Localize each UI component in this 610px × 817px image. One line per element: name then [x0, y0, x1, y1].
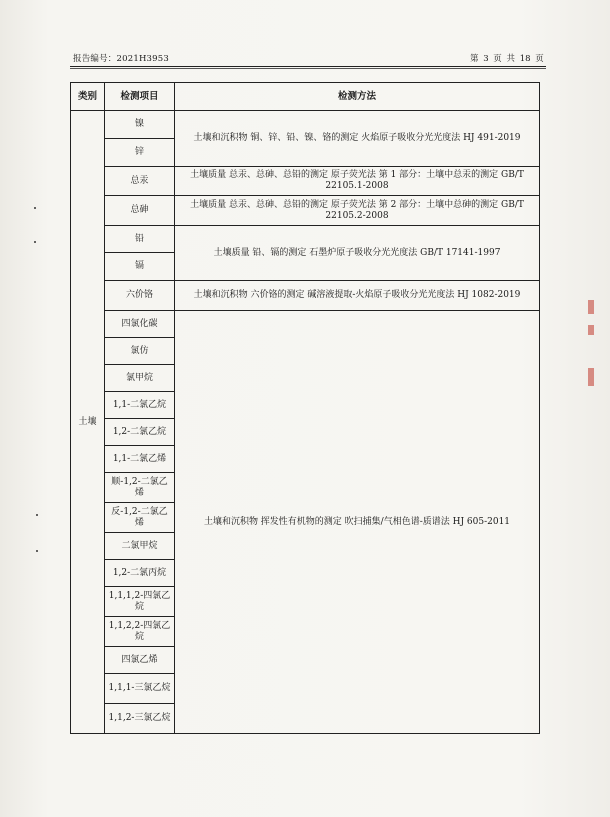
item-cell: 六价铬	[105, 281, 175, 311]
table-row	[71, 111, 540, 139]
table-row	[71, 281, 540, 311]
item-cell: 锌	[105, 139, 175, 167]
item-cell: 1,2-二氯乙烷	[105, 419, 175, 446]
stamp-edge-mark	[588, 325, 594, 335]
header-rule	[70, 66, 546, 67]
table-row	[71, 196, 540, 226]
item-cell: 二氯甲烷	[105, 533, 175, 560]
method-cell: 土壤和沉积物 挥发性有机物的测定 吹扫捕集/气相色谱-质谱法 HJ 605-2011	[175, 311, 540, 734]
item-cell: 反-1,2-二氯乙烯	[105, 503, 175, 533]
item-cell: 铅	[105, 226, 175, 253]
method-cell: 土壤和沉积物 铜、锌、铅、镍、铬的测定 火焰原子吸收分光光度法 HJ 491-2019	[175, 111, 540, 167]
table-header-row	[71, 83, 540, 111]
method-cell: 土壤质量 总汞、总砷、总铅的测定 原子荧光法 第 2 部分：土壤中总砷的测定 GB/T 22105.2-2008	[175, 196, 540, 226]
method-table	[70, 82, 540, 734]
header-method: 检测方法	[175, 83, 540, 111]
item-cell: 1,2-二氯丙烷	[105, 560, 175, 587]
table-row	[71, 226, 540, 253]
table-row	[71, 311, 540, 338]
header-category: 类别	[71, 83, 105, 111]
item-cell: 总汞	[105, 167, 175, 196]
item-cell: 顺-1,2-二氯乙烯	[105, 473, 175, 503]
stamp-edge-mark	[588, 300, 594, 314]
item-cell: 1,1,1-三氯乙烷	[105, 674, 175, 704]
item-cell: 1,1,2,2-四氯乙烷	[105, 617, 175, 647]
scan-speck	[36, 514, 38, 516]
method-cell: 土壤和沉积物 六价铬的测定 碱溶液提取-火焰原子吸收分光光度法 HJ 1082-2019	[175, 281, 540, 311]
item-cell: 镉	[105, 253, 175, 281]
page-info: 第 3 页 共 18 页	[470, 54, 544, 64]
scan-speck	[34, 241, 36, 243]
item-cell: 1,1-二氯乙烯	[105, 446, 175, 473]
category-cell: 土壤	[71, 111, 105, 734]
method-cell: 土壤质量 总汞、总砷、总铅的测定 原子荧光法 第 1 部分：土壤中总汞的测定 GB/T 22105.1-2008	[175, 167, 540, 196]
table-row	[71, 167, 540, 196]
header-item: 检测项目	[105, 83, 175, 111]
scan-speck	[36, 550, 38, 552]
item-cell: 氯仿	[105, 338, 175, 365]
item-cell: 氯甲烷	[105, 365, 175, 392]
item-cell: 1,1,2-三氯乙烷	[105, 704, 175, 734]
item-cell: 总砷	[105, 196, 175, 226]
stamp-edge-mark	[588, 368, 594, 386]
report-number: 报告编号：2021H3953	[73, 54, 169, 64]
item-cell: 四氯乙烯	[105, 647, 175, 674]
method-cell: 土壤质量 铅、镉的测定 石墨炉原子吸收分光光度法 GB/T 17141-1997	[175, 226, 540, 281]
scan-speck	[34, 207, 36, 209]
header-rule-thin	[70, 68, 546, 69]
item-cell: 1,1-二氯乙烷	[105, 392, 175, 419]
item-cell: 四氯化碳	[105, 311, 175, 338]
item-cell: 1,1,1,2-四氯乙烷	[105, 587, 175, 617]
item-cell: 镍	[105, 111, 175, 139]
